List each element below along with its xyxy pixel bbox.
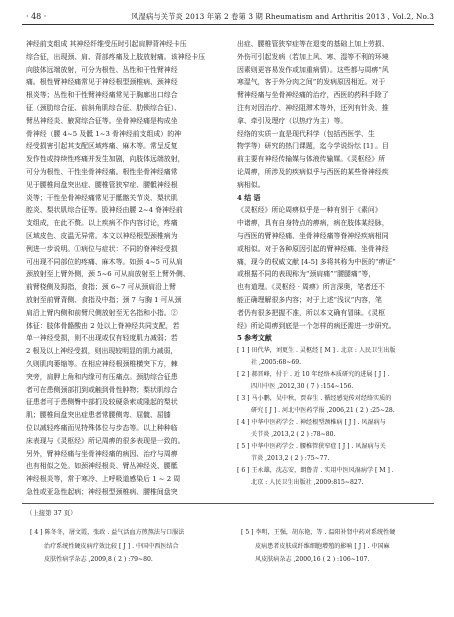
body-text-line: 放射至前臂背侧、食指及中指；颈 7 与胸 1 可从颈 <box>26 295 182 304</box>
body-text-line: 久则肌肉萎缩等。在相应神经根颈椎横突下方，棘 <box>26 359 178 368</box>
body-text-line: 外伤可引起发病（若加上风、寒、湿等不利的环境 <box>237 52 389 61</box>
body-text-line: 寒湿气，客于外分肉之间”的发病原因相近。对于 <box>237 78 386 87</box>
body-text-line: 发作性或持续性疼痛并发生加剧，向肢体远端放射， <box>26 155 185 164</box>
body-text-line: 神经根炎等，常于寒冷、上呼吸道感染后 1 ~ 2 周 <box>26 475 181 484</box>
body-text-line: 急性或亚急性起病；神经根型颈椎病、腰椎间盘突 <box>26 487 178 496</box>
reference-entry: [ 1 ] 田代华，刘更生 . 灵枢经 [ M ] . 北京 : 人民卫生出版 <box>237 347 396 355</box>
reference-entry: 风皮肤病杂志 ,2000,16 ( 2 ) :106~107. <box>255 556 370 563</box>
body-text-line: 单一神经受损，则不出现或仅有轻度肌力减弱；若 <box>26 334 178 343</box>
body-text-line: 前臂桡侧及拇指，食指；颈 6~7 可从颈肩沿上臂 <box>26 283 176 292</box>
body-text-line: 见于腰椎间盘突出症、腰椎管狭窄症、腰骶神经根 <box>26 180 178 189</box>
body-text-line: 体征：肢体骨骼酸由 2 处以上脊神经共同支配，若 <box>26 321 180 330</box>
body-text-line: 者可在患侧颈部扪到或触到骨性肿物；梨状肌综合 <box>26 385 178 394</box>
body-text-line: 经》所论周痹到底是一个怎样的病还需进一步研究。 <box>237 321 396 330</box>
body-text-line: 臂神经痛与坐骨神经痛的治疗，西医的药科手除了 <box>237 91 389 100</box>
body-text-line: 因素则更容易发作或加重病情）。这些都与周痹“风 <box>237 65 389 74</box>
body-text-line: 炎等；干性坐骨神经痛常见于骶髂关节炎、梨状肌 <box>26 193 178 202</box>
body-text-line: 也有道理。《灵枢经 · 周痹》所言深奥，笔者还不 <box>237 283 385 292</box>
reference-entry: [ 4 ] 中华中医药学会 . 神经根型颈椎病 [ J ] . 风湿病与 <box>237 419 386 427</box>
bottom-right-reference <box>241 526 441 567</box>
body-text-line: 能正确理解很多内容；对于上述“浅议”内容，笔 <box>237 295 382 304</box>
body-text-line: 或相似。对于各种原因引起的臂神经痛、坐骨神经 <box>237 244 389 253</box>
page-number: · 48 · <box>26 12 47 21</box>
body-text-line: 肩沿上臂内侧和前臂尺侧放射至无名指和小指。② <box>26 308 178 317</box>
body-text-line: 前主要有神经传输媒与体液传输媒。《灵枢经》所 <box>237 155 386 164</box>
body-text-line: 颈放射至上臂外侧，颈 5~6 可从肩放射至上臂外侧、 <box>26 270 190 279</box>
body-text-line: 向肢体远端放射，可分为根性、丛性和干性臂神经 <box>26 65 178 74</box>
body-text-line: 拿、牵引及理疗（以热疗为主）等。 <box>237 116 348 125</box>
body-text-line: 例进一步说明。①病位与症状：不同的脊神经受损 <box>26 244 178 253</box>
body-text-line: 突旁，肩胛上角和内缘可有压痛点。颈肋综合征患 <box>26 372 178 381</box>
section-heading: 4 结 语 <box>237 193 261 202</box>
references-heading: 5 参考文献 <box>237 334 272 343</box>
body-text-line: 《灵枢经》所论周痹似乎是一种有别于《素问》 <box>237 206 382 215</box>
left-column <box>26 38 226 500</box>
reference-entry: 社 ,2005:68~69. <box>251 359 302 367</box>
body-text-line: 位以减轻疼痛而见特殊体位与步态等。以上种种临 <box>26 423 178 432</box>
bottom-divider <box>22 503 434 504</box>
reference-entry: 四川中医 ,2012,30 ( 7 ) :154~156. <box>251 383 354 391</box>
bottom-left-reference <box>30 526 230 567</box>
reference-entry: [ 5 ] 中华中医药学会 . 腰椎管狭窄症 [ J ] . 风湿病与关 <box>237 443 386 451</box>
body-text-line: 另外，臂神经痛与坐骨神经痛的病因、治疗与周痹 <box>26 449 178 458</box>
body-text-line: 可出现不同部位的疼痛、麻木等。如颈 4~5 可从肩 <box>26 257 183 266</box>
body-text-line: 可分为根性、干性坐骨神经痛。根性坐骨神经痛常 <box>26 167 178 176</box>
reference-entry: 关节炎 ,2013,2 ( 2 ) :78~80. <box>251 431 336 439</box>
body-text-line: 者仍有很多把握不准，所以本文确有冒昧。《灵枢 <box>237 308 386 317</box>
reference-entry: [ 4 ] 陈冬冬，屠文霞，张政 . 益气活血方煎熬法与口服法 <box>30 529 185 536</box>
reference-entry: [ 2 ] 郝晋峰，付于 . 近 10 年经络本质研究的进展 [ J ] . <box>237 371 390 379</box>
body-text-line: 病相似。 <box>237 180 265 189</box>
body-text-line: 征患者可于患侧臀中部扪及较硬条索或隆起的梨状 <box>26 398 178 407</box>
reference-entry: 皮病患者皮肤成纤维细胞增殖的影响 [ J ] . 中国麻 <box>255 542 390 550</box>
page-header <box>22 10 434 28</box>
body-text-line: 注有对因治疗、神经阻滞术等外，还列有针灸、推 <box>237 103 389 112</box>
right-column <box>237 38 437 500</box>
reference-entry: 治疗系统性硬皮病疗效比较 [ J ] . 中国中西医结合 <box>44 542 179 550</box>
body-text-line: 肌；腰椎间盘突出症患者常腰侧弯、屈髋、屈膝 <box>26 411 171 420</box>
body-text-line: 骨神经（腰 4~5 及骶 1~3 骨神经前支组成）的神 <box>26 129 181 138</box>
body-text-line: 与西医的臂神经痛、坐骨神经痛等脊神经疾病相同 <box>237 231 389 240</box>
body-text-line: 痛。根性臂神经痛常见于神经根型颈椎病、颈神经 <box>26 78 178 87</box>
body-text-line: 腔炎、梨状肌综合征等。股神经由腰 2~4 脊神经前 <box>26 206 183 215</box>
body-text-line: 根炎等；丛性和干性臂神经痛常见于胸廓出口综合 <box>26 91 178 100</box>
body-text-line: 或根据不同的表现称为“颈肩痛”“腰腿痛”等， <box>237 270 376 279</box>
body-text-line: 综合征，出现颈、肩、背部疼痛及上肢放射痛。该神经卡压 <box>26 52 206 61</box>
body-text-line: 神经前支组成 其神经纤维受压时引起肩胛背神经卡压 <box>26 40 187 48</box>
body-text-line: 经受损害引起其支配区域疼痛、麻木等。常呈反复 <box>26 142 178 151</box>
body-text-line: 区域皮色、皮温无异常。本文以神经根型颈椎病为 <box>26 231 178 240</box>
body-text-line: 中诸痹，具有自身特点的痹病，病在肢体某经脉， <box>237 219 389 228</box>
body-text-line: 支组成，在此不赘。以上疾病不作内容讨论，疼痛 <box>26 219 178 228</box>
body-text-line: 征（颈肋综合征、前斜角肌综合征、肋锁综合征）、 <box>26 103 182 112</box>
body-text-line: 也有相似之处。如颈神经根炎、臂丛神经炎、腰骶 <box>26 462 178 471</box>
body-text-line: 经络的实质一直是现代科学（包括西医学、生 <box>237 129 375 138</box>
journal-title: 风湿病与关节炎 2013 年第 2 卷第 3 期 Rheumatism and Arthritis 2013 , Vol.2, No.3 <box>131 12 434 21</box>
reference-entry: 皮肤性病学杂志 ,2009,8 ( 2 ) :79~80. <box>44 556 153 563</box>
reference-entry: [ 3 ] 马小鹏，吴中秋，贾春生 . 循经感觉传对经络实质的 <box>237 395 392 403</box>
continuation-note: （上接第 37 页） <box>26 509 77 517</box>
body-text-line: 臂丛神经炎、腋窝综合征等。坐骨神经痛是构成坐 <box>26 116 178 125</box>
body-text-line: 物学等）研究的热门课题，迄今学说纷纭 [1] 。目 <box>237 142 389 151</box>
header-rule <box>22 24 434 25</box>
body-text-line: 痛，现今的权威文献 [4-5] 多将其称为中医的“痹证” <box>237 257 396 266</box>
body-text-line: 床表现与《灵枢经》所记周痹的很多表现是一致的。 <box>26 436 185 445</box>
body-text-line: 2 根及以上神经受损，则出现较明显的肌力减弱， <box>26 347 178 356</box>
reference-entry: [ 6 ] 王永雄，沈志安，朗鲁青 . 实用中医风湿病学 [ M ] . <box>237 467 394 475</box>
reference-entry: [ 5 ] 李明，王强，胡东艳，等 . 温阳补肾中药对系统性硬 <box>241 529 396 536</box>
reference-entry: 研究 [ J ] . 河北中医药学报 ,2006,21 ( 2 ) :25~28. <box>251 407 395 415</box>
body-text-line: 出症、腰椎管狭窄症等在退变的基础上加上劳损、 <box>237 40 389 48</box>
reference-entry: 节炎 ,2013,2 ( 2 ) :75~77. <box>251 455 330 463</box>
reference-entry: 北京 : 人民卫生出版社 ,2009:815~827. <box>251 479 364 487</box>
body-text-line: 论周痹，所涉及的疾病似乎与西医的某些脊神经疾 <box>237 167 389 176</box>
